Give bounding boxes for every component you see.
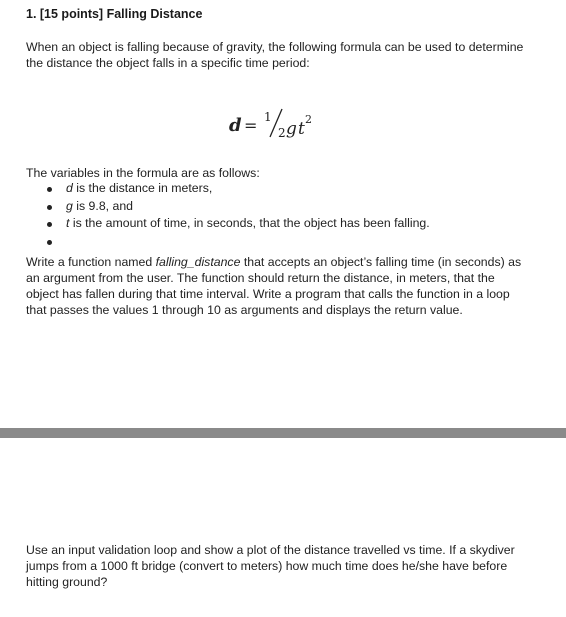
formula-d: d	[229, 115, 242, 136]
section-divider	[0, 428, 566, 438]
function-name: falling_distance	[155, 255, 241, 269]
list-item: g is 9.8, and	[44, 198, 430, 216]
task-paragraph: Write a function named falling_distance that accepts an object’s falling time (in seconds) as an argument from the user. The function should return the distance, in meters, that the object has fallen during that time interval. Write a program that calls the function in a loop that passes the values 1 through 10 as arguments and displays the return value.	[26, 255, 522, 317]
list-item: d is the distance in meters,	[44, 180, 430, 198]
question-number-points: 1. [15 points]	[26, 7, 104, 21]
formula-svg	[226, 104, 336, 144]
formula-exponent: 2	[305, 113, 312, 126]
bullet-dot	[47, 222, 52, 227]
intro-paragraph: When an object is falling because of gravity, the following formula can be used to determine the distance the object falls in a specific time period:	[26, 40, 524, 70]
question-heading	[26, 7, 202, 21]
formula-t: t	[298, 119, 305, 139]
formula-denominator: 2	[278, 126, 286, 140]
variables-list	[44, 180, 430, 250]
bonus-paragraph: Use an input validation loop and show a plot of the distance travelled vs time. If a skydiver jumps from a 1000 ft bridge (convert to meters) how much time does he/she have before hitting ground?	[26, 543, 515, 589]
list-item	[44, 233, 430, 251]
formula-g: g	[286, 119, 297, 139]
falling-distance-formula	[226, 104, 336, 144]
formula-numerator: 1	[264, 110, 272, 124]
variables-intro: The variables in the formula are as follows:	[26, 166, 260, 180]
list-item: t is the amount of time, in seconds, that the object has been falling.	[44, 215, 430, 233]
question-title: Falling Distance	[106, 7, 203, 21]
bullet-dot	[47, 187, 52, 192]
bullet-dot	[47, 240, 52, 245]
formula-equals: =	[244, 116, 258, 135]
bullet-dot	[47, 205, 52, 210]
